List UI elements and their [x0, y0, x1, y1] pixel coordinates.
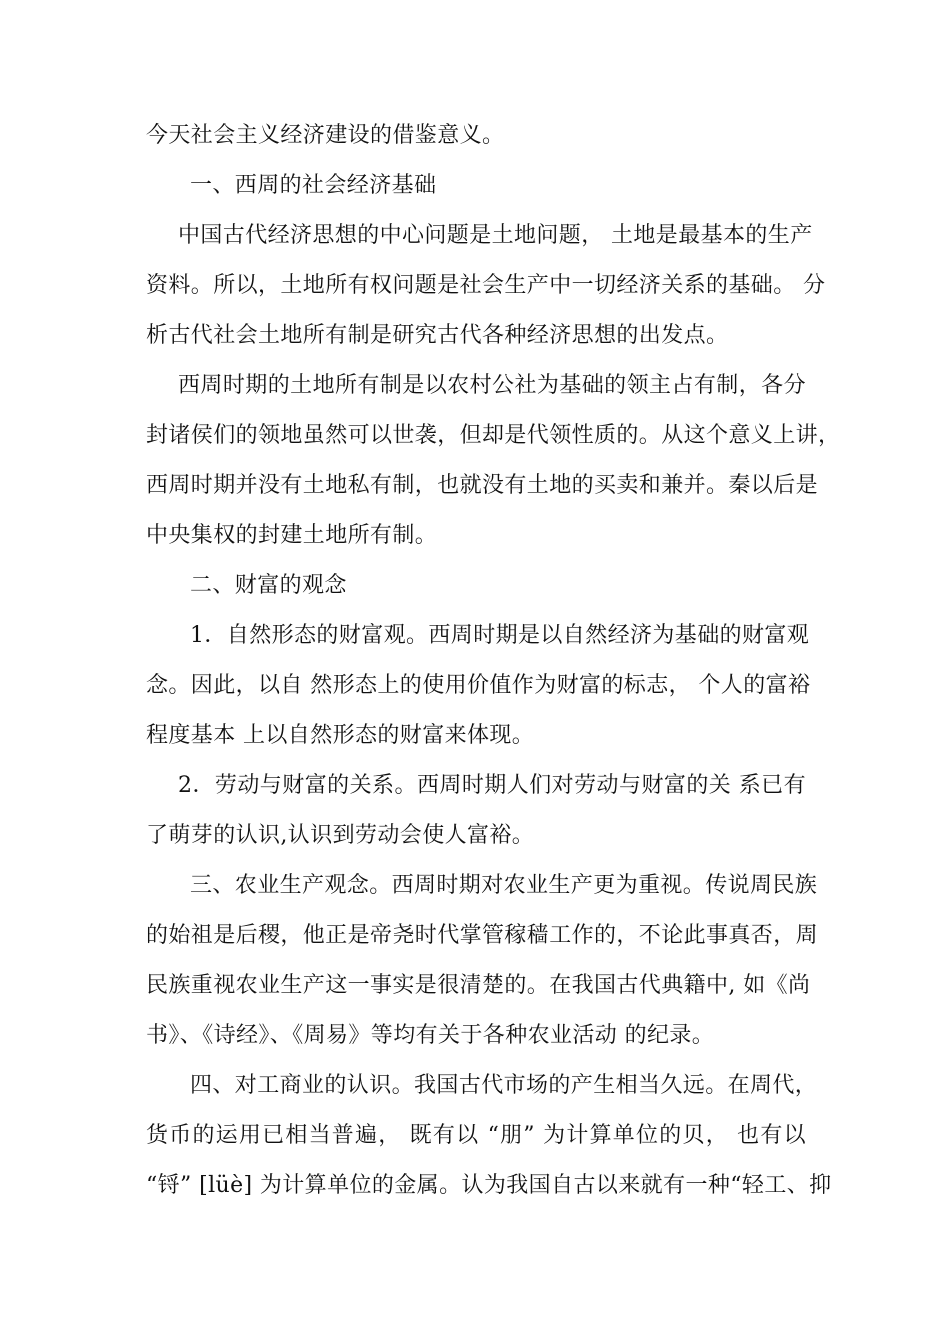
text-line: 三、农业生产观念。西周时期对农业生产更为重视。传说周民族	[190, 873, 818, 898]
text-line: “锊” [lüè] 为计算单位的金属。认为我国自古以来就有一种“轻工、抑	[146, 1173, 832, 1198]
text-line: 封诸侯们的领地虽然可以世袭，但却是代领性质的。从这个意义上讲，	[146, 423, 841, 448]
text-line: 1．自然形态的财富观。西周时期是以自然经济为基础的财富观	[190, 623, 810, 648]
text-line: 中央集权的封建土地所有制。	[146, 523, 438, 548]
section-heading: 一、西周的社会经济基础	[190, 173, 437, 198]
text-line: 析古代社会土地所有制是研究古代各种经济思想的出发点。	[146, 323, 729, 348]
section-heading: 二、财富的观念	[190, 573, 347, 598]
text-line: 了萌芽的认识,认识到劳动会使人富裕。	[146, 823, 535, 848]
text-line: 2．劳动与财富的关系。西周时期人们对劳动与财富的关 系已有	[178, 773, 806, 798]
text-line: 中国古代经济思想的中心问题是土地问题， 土地是最基本的生产	[178, 223, 813, 248]
text-line: 西周时期的土地所有制是以农村公社为基础的领主占有制，各分	[178, 373, 806, 398]
text-line: 程度基本 上以自然形态的财富来体现。	[146, 723, 535, 748]
text-line: 四、对工商业的认识。我国古代市场的产生相当久远。在周代，	[190, 1073, 818, 1098]
text-line: 的始祖是后稷，他正是帝尧时代掌管稼穑工作的，不论此事真否，周	[146, 923, 819, 948]
text-line: 书》、《诗经》、《周易》等均有关于各种农业活动 的纪录。	[146, 1023, 715, 1048]
text-line: 今天社会主义经济建设的借鉴意义。	[146, 123, 505, 148]
text-line: 念。因此，以自 然形态上的使用价值作为财富的标志， 个人的富裕	[146, 673, 811, 698]
text-line: 民族重视农业生产这一事实是很清楚的。在我国古代典籍中, 如《尚	[146, 973, 811, 998]
text-line: 货币的运用已相当普遍， 既有以 “朋” 为计算单位的贝， 也有以	[146, 1123, 806, 1148]
text-line: 西周时期并没有土地私有制，也就没有土地的买卖和兼并。秦以后是	[146, 473, 819, 498]
text-line: 资料。所以，土地所有权问题是社会生产中一切经济关系的基础。 分	[146, 273, 826, 298]
